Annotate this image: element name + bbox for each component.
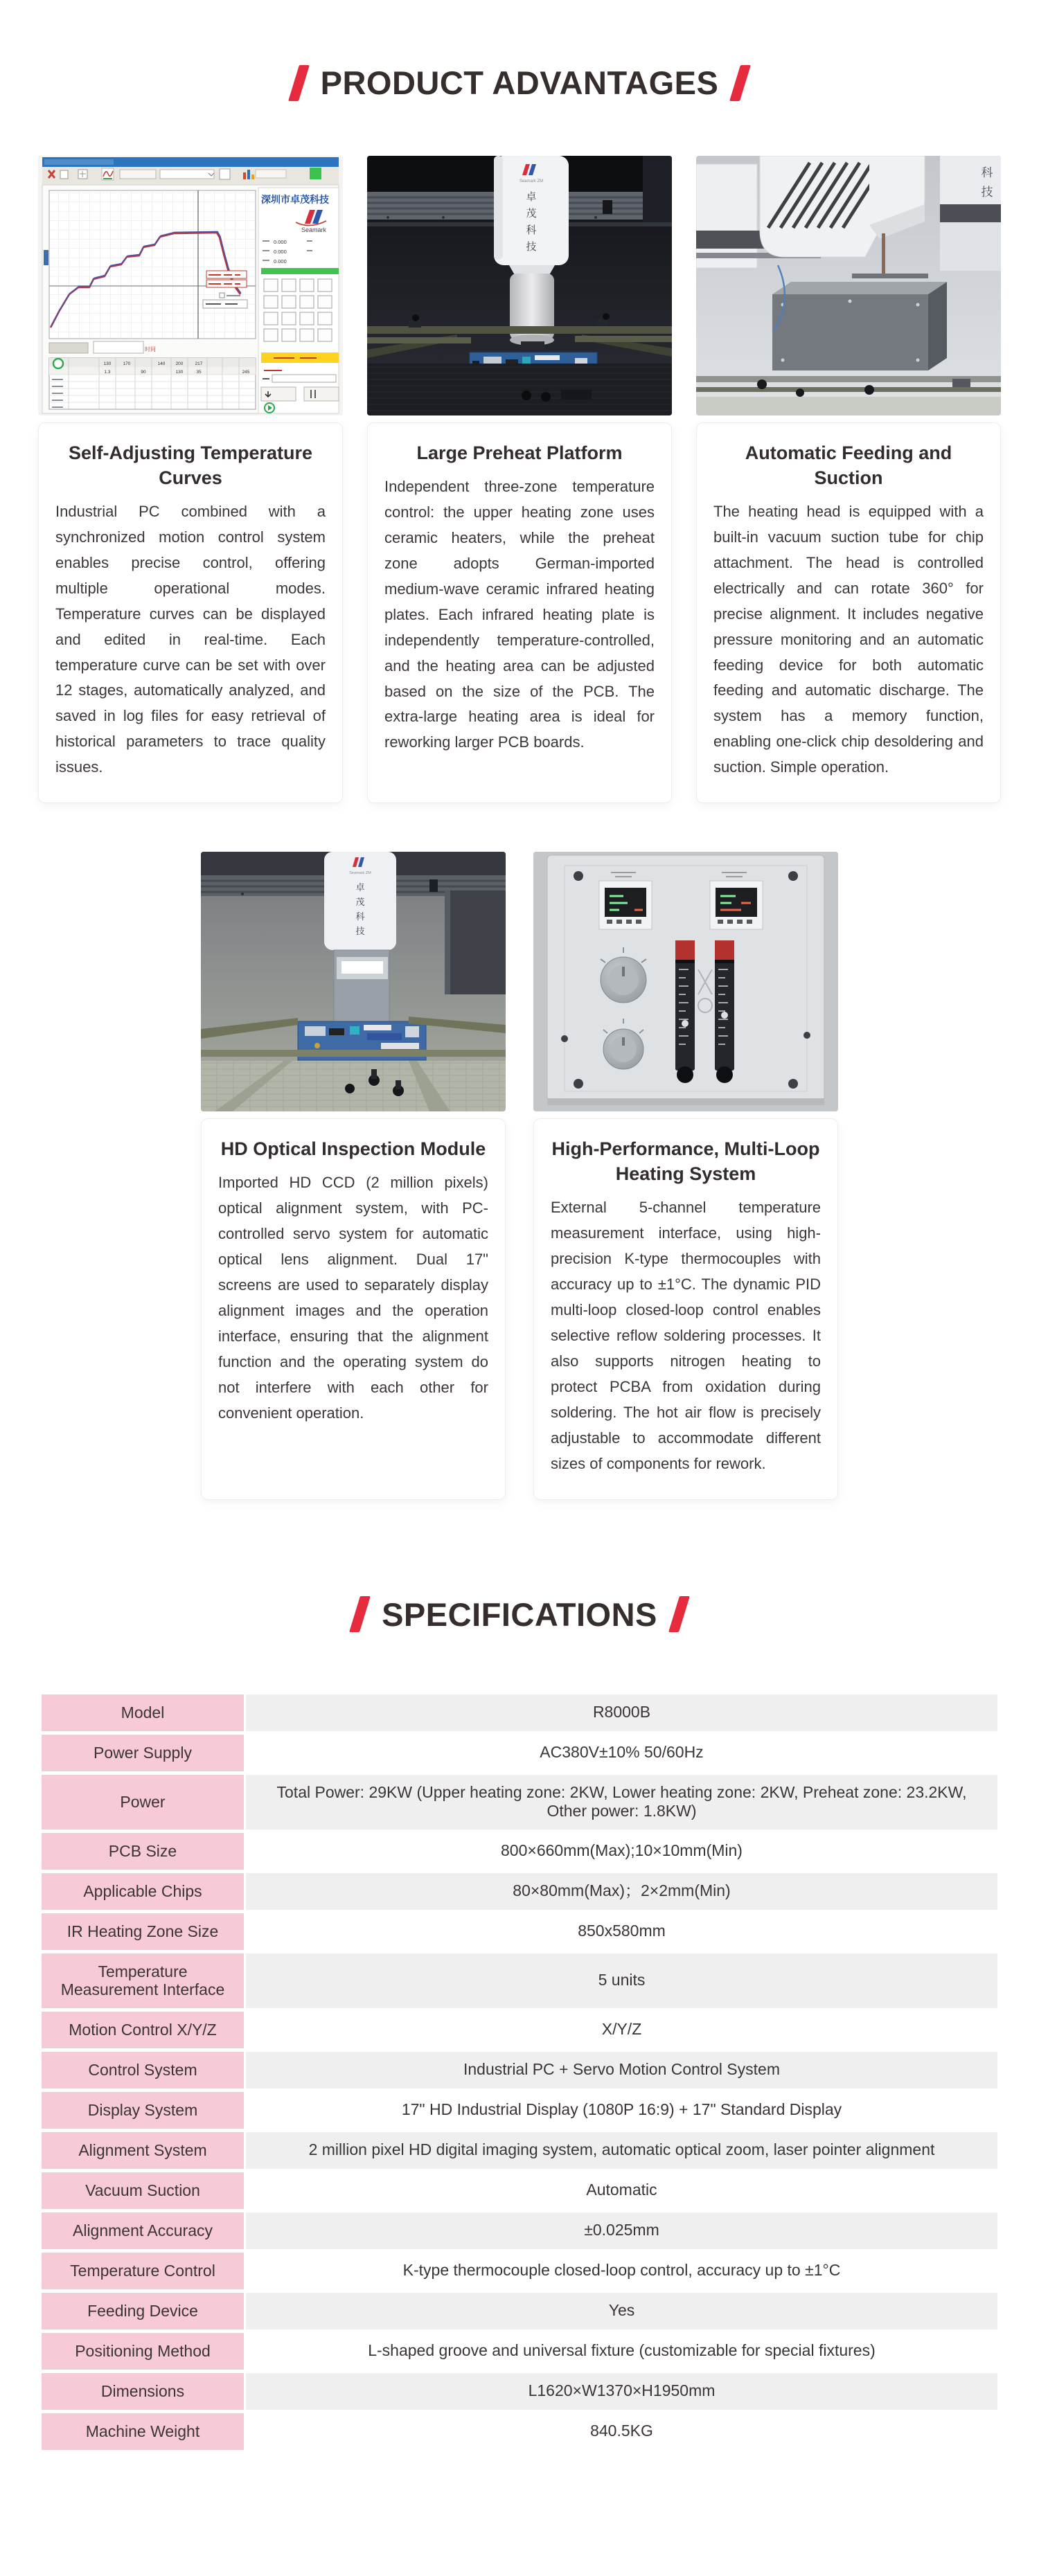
svg-text:130: 130 bbox=[175, 370, 184, 375]
spec-label: Alignment Accuracy bbox=[42, 2212, 244, 2249]
progress-bar bbox=[261, 268, 339, 274]
svg-text:0.000: 0.000 bbox=[274, 258, 287, 265]
specifications-table bbox=[42, 1694, 997, 2450]
rework-machine-dark-illustration bbox=[367, 156, 672, 415]
x-axis-label: 时间 bbox=[145, 346, 156, 352]
advantage-card-optical-module bbox=[201, 852, 506, 1499]
card-body: Industrial PC combined with a synchronized motion control system enables precise control, offering multiple operational modes. Temperature curves can be displayed and edited in real-time. Each temperature curve can be set with over 12 stages, automatically analyzed, and saved in log files for easy retrieval of historical parameters to trace quality issues. bbox=[55, 502, 326, 776]
svg-text:140: 140 bbox=[157, 361, 166, 366]
card-title: Self-Adjusting Temperature Curves bbox=[68, 442, 313, 488]
spec-row-temp-measurement bbox=[42, 1953, 997, 2008]
spec-value: Total Power: 29KW (Upper heating zone: 2KW, Lower heating zone: 2KW, Preheat zone: 23.2KW, Other power: 1.8KW) bbox=[246, 1775, 997, 1830]
card-title: Automatic Feeding and Suction bbox=[745, 442, 952, 488]
red-slash-icon bbox=[668, 1596, 690, 1632]
svg-text:茂: 茂 bbox=[355, 897, 365, 908]
temperature-controller bbox=[710, 873, 763, 929]
svg-text:技: 技 bbox=[981, 186, 993, 199]
spec-row-power-supply bbox=[42, 1735, 997, 1771]
probe-rod bbox=[882, 233, 885, 274]
svg-text:卓: 卓 bbox=[526, 191, 537, 203]
tab-curve bbox=[49, 343, 88, 353]
svg-text:技: 技 bbox=[355, 926, 365, 937]
spec-value: Industrial PC + Servo Motion Control System bbox=[246, 2052, 997, 2088]
company-name-cn: 深圳市卓茂科技 bbox=[261, 194, 329, 205]
specifications-section-title bbox=[0, 1595, 1039, 1634]
preheat-box bbox=[772, 282, 947, 370]
spec-label: Display System bbox=[42, 2092, 244, 2129]
temperature-software-illustration bbox=[38, 156, 343, 415]
spec-label: Temperature Control bbox=[42, 2253, 244, 2289]
spec-value: X/Y/Z bbox=[246, 2012, 997, 2048]
temperature-controller bbox=[599, 873, 652, 929]
card-hd-optical-inspection bbox=[201, 1118, 506, 1499]
control-panel-illustration bbox=[533, 852, 838, 1111]
align-button bbox=[304, 387, 339, 401]
flow-meter bbox=[675, 940, 695, 1083]
spec-label: Power Supply bbox=[42, 1735, 244, 1771]
spec-value: Automatic bbox=[246, 2172, 997, 2209]
parameters-table bbox=[49, 358, 256, 409]
spec-value: 800×660mm(Max);10×10mm(Min) bbox=[246, 1833, 997, 1870]
optical-module-illustration bbox=[201, 852, 506, 1111]
advantages-section-title bbox=[0, 0, 1039, 102]
spec-label: IR Heating Zone Size bbox=[42, 1913, 244, 1950]
spec-row-display-system bbox=[42, 2092, 997, 2129]
advantage-card-temperature-curves bbox=[38, 156, 343, 803]
spec-label: Dimensions bbox=[42, 2373, 244, 2410]
specifications-title-text: SPECIFICATIONS bbox=[382, 1595, 657, 1633]
spec-label: Alignment System bbox=[42, 2132, 244, 2169]
heating-head bbox=[324, 852, 396, 960]
svg-text:170: 170 bbox=[123, 361, 131, 366]
spec-row-alignment-accuracy bbox=[42, 2212, 997, 2249]
spec-row-temperature-control bbox=[42, 2253, 997, 2289]
status-indicator bbox=[310, 168, 321, 179]
spec-label: Motion Control X/Y/Z bbox=[42, 2012, 244, 2048]
card-body: Imported HD CCD (2 million pixels) optical alignment system, with PC-controlled servo system for automatic optical lens alignment. Dual 17" screens are used to separately display alignment images and the operation interface, ensuring that the alignment function and the operating system do not interfere with each other for convenient operation. bbox=[218, 1174, 488, 1422]
spec-row-model bbox=[42, 1694, 997, 1731]
advantages-row-1 bbox=[38, 156, 1001, 803]
user-select-dropdown bbox=[160, 170, 214, 179]
spec-value: K-type thermocouple closed-loop control, accuracy up to ±1°C bbox=[246, 2253, 997, 2289]
control-button bbox=[261, 387, 296, 401]
spec-row-control-system bbox=[42, 2052, 997, 2088]
svg-text:科: 科 bbox=[526, 224, 537, 236]
svg-text:90: 90 bbox=[141, 370, 146, 375]
machine-bright-photo-image bbox=[696, 156, 1001, 415]
spec-row-power bbox=[42, 1775, 997, 1830]
card-large-preheat-platform bbox=[367, 422, 672, 803]
software-side-panel bbox=[258, 188, 339, 413]
control-panel-photo-image bbox=[533, 852, 838, 1111]
led-light bbox=[341, 961, 383, 974]
spec-value: 17" HD Industrial Display (1080P 16:9) + 17" Standard Display bbox=[246, 2092, 997, 2129]
svg-text:0.000: 0.000 bbox=[274, 249, 287, 255]
spec-row-feeding-device bbox=[42, 2293, 997, 2329]
red-slash-icon bbox=[288, 65, 310, 101]
spec-row-ir-heating-zone bbox=[42, 1913, 997, 1950]
spec-label: Control System bbox=[42, 2052, 244, 2088]
feeding-head-illustration bbox=[696, 156, 1001, 415]
spec-value: 5 units bbox=[246, 1953, 997, 2008]
spec-value: R8000B bbox=[246, 1694, 997, 1731]
svg-text:130: 130 bbox=[103, 361, 112, 366]
ccd-camera-module bbox=[334, 950, 389, 1022]
svg-text:245: 245 bbox=[242, 370, 250, 375]
seamark-wordmark: Seamark bbox=[301, 226, 327, 233]
spec-row-dimensions bbox=[42, 2373, 997, 2410]
spec-value: AC380V±10% 50/60Hz bbox=[246, 1735, 997, 1771]
id-input bbox=[272, 375, 336, 382]
card-body: Independent three-zone temperature control: the upper heating zone uses ceramic heaters, while the preheat zone adopts German-imported medium-wave ceramic infrared heating plates. Each infrared heating plate is independently temperature-controlled, and the heating area can be adjusted based on the size of the PCB. The extra-large heating area is ideal for reworking larger PCB boards. bbox=[384, 477, 655, 751]
card-title: High-Performance, Multi-Loop Heating System bbox=[551, 1138, 820, 1185]
machine-dark-photo-image bbox=[367, 156, 672, 415]
red-slash-icon bbox=[729, 65, 751, 101]
svg-text:35: 35 bbox=[196, 370, 202, 375]
advantage-card-preheat-platform bbox=[367, 156, 672, 803]
spec-value: L1620×W1370×H1950mm bbox=[246, 2373, 997, 2410]
save-icon bbox=[220, 169, 230, 179]
card-multi-loop-heating-system bbox=[533, 1118, 838, 1499]
advantage-card-heating-system bbox=[533, 852, 838, 1499]
spec-label: Positioning Method bbox=[42, 2333, 244, 2370]
spec-label: Model bbox=[42, 1694, 244, 1731]
card-body: External 5-channel temperature measurement interface, using high-precision K-type thermocouples with accuracy up to ±1°C. The dynamic PID multi-loop closed-loop control enables selective reflow soldering processes. It also supports nitrogen heating to protect PCBA from oxidation during soldering. The hot air flow is precisely adjustable to accommodate different sizes of components for rework. bbox=[551, 1199, 821, 1472]
spec-value: ±0.025mm bbox=[246, 2212, 997, 2249]
spec-row-positioning-method bbox=[42, 2333, 997, 2370]
optical-module-photo-image bbox=[201, 852, 506, 1111]
spec-label: Feeding Device bbox=[42, 2293, 244, 2329]
svg-text:科: 科 bbox=[981, 166, 993, 179]
spec-value: L-shaped groove and universal fixture (customizable for special fixtures) bbox=[246, 2333, 997, 2370]
refresh-icon bbox=[53, 359, 63, 368]
svg-text:0.000: 0.000 bbox=[274, 239, 287, 245]
svg-text:卓: 卓 bbox=[355, 882, 365, 893]
spec-row-pcb-size bbox=[42, 1833, 997, 1870]
spec-row-machine-weight bbox=[42, 2413, 997, 2450]
card-title: Large Preheat Platform bbox=[416, 442, 623, 463]
spec-row-applicable-chips bbox=[42, 1873, 997, 1910]
panel-icon bbox=[60, 170, 68, 179]
spec-row-vacuum-suction bbox=[42, 2172, 997, 2209]
bottom-spacer bbox=[0, 2453, 1039, 2487]
card-self-adjusting-temperature-curves bbox=[38, 422, 343, 803]
svg-text:200: 200 bbox=[175, 361, 184, 366]
spec-value: 2 million pixel HD digital imaging system, automatic optical zoom, laser pointer alignment bbox=[246, 2132, 997, 2169]
svg-text:茂: 茂 bbox=[526, 208, 537, 220]
svg-text:217: 217 bbox=[195, 361, 203, 366]
card-title: HD Optical Inspection Module bbox=[220, 1138, 486, 1160]
flow-meter bbox=[715, 940, 734, 1083]
advantages-title-text: PRODUCT ADVANTAGES bbox=[320, 64, 719, 101]
spec-label: Applicable Chips bbox=[42, 1873, 244, 1910]
spec-value: 80×80mm(Max)；2×2mm(Min) bbox=[246, 1873, 997, 1910]
card-automatic-feeding-suction bbox=[696, 422, 1001, 803]
spec-label: PCB Size bbox=[42, 1833, 244, 1870]
svg-text:1.3: 1.3 bbox=[104, 370, 111, 375]
brand-wordmark: Seamark ZM bbox=[349, 871, 371, 876]
advantages-row-2 bbox=[201, 852, 838, 1499]
spec-label: Power bbox=[42, 1775, 244, 1830]
spec-row-motion-control bbox=[42, 2012, 997, 2048]
brand-wordmark: Seamark ZM bbox=[519, 179, 544, 184]
card-body: The heating head is equipped with a built-in vacuum suction tube for chip attachment. The head is controlled electrically and can rotate 360° for precise alignment. It includes negative pressure monitoring and an automatic feeding device for both automatic feeding and automatic discharge. The system has a memory function, enabling one-click chip desoldering and suction. Simple operation. bbox=[713, 502, 984, 776]
spec-label: Vacuum Suction bbox=[42, 2172, 244, 2209]
spec-row-alignment-system bbox=[42, 2132, 997, 2169]
red-slash-icon bbox=[349, 1596, 371, 1632]
svg-text:科: 科 bbox=[355, 911, 365, 922]
spec-value: 840.5KG bbox=[246, 2413, 997, 2450]
spec-label: Machine Weight bbox=[42, 2413, 244, 2450]
spec-label: Temperature Measurement Interface bbox=[42, 1953, 244, 2008]
side-panel bbox=[696, 164, 757, 268]
tab-analysis bbox=[94, 341, 143, 353]
spec-value: 850x580mm bbox=[246, 1913, 997, 1950]
svg-text:技: 技 bbox=[526, 241, 537, 253]
software-screenshot-image bbox=[38, 156, 343, 415]
advantage-card-feeding-suction bbox=[696, 156, 1001, 803]
y-axis-label-chip bbox=[44, 250, 48, 265]
spec-value: Yes bbox=[246, 2293, 997, 2329]
